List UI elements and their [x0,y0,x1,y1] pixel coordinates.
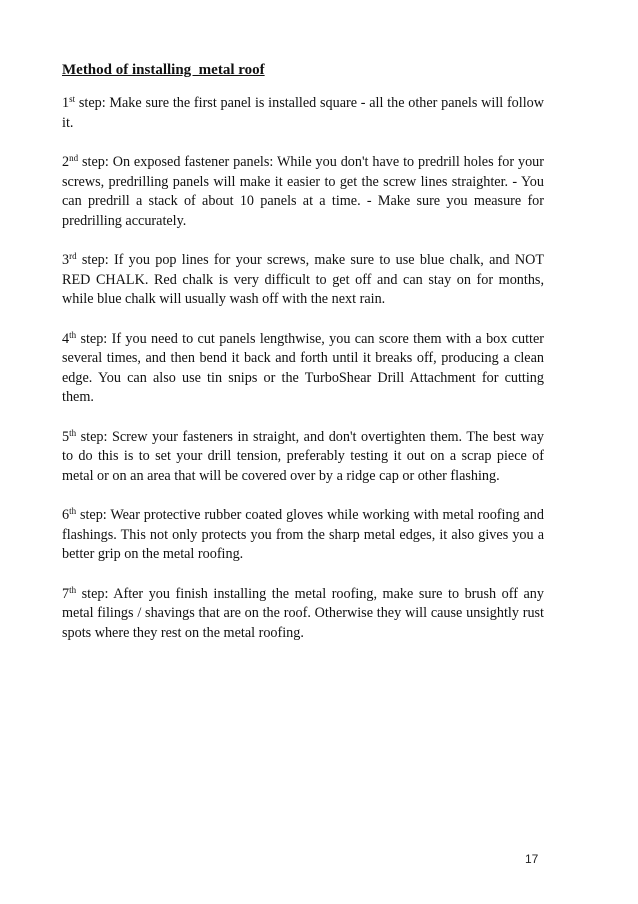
step-number: 5 [62,428,70,445]
ordinal-suffix: th [69,329,77,340]
step-paragraph [62,251,544,310]
step-paragraph [62,506,544,565]
step-text: step: On exposed fastener panels: While you don't have to predrill holes for your screws, predrilling panels will make it easier to get the screw lines straighter. - You can predrill a stack of about 10 panels at a time. - Make sure you measure for predrilling accurately. [62,154,544,229]
ordinal-suffix: th [69,506,77,516]
step-paragraph [62,94,544,133]
ordinal-suffix: st [69,94,76,104]
step-text: step: Wear protective rubber coated gloves while working with metal roofing and flashings. This not only protects you from the sharp metal edges, it also gives you a better grip on the metal roofing. [62,507,544,562]
step-number: 2 [62,154,70,170]
page-number: 17 [525,852,539,866]
step-number: 1 [62,95,70,111]
step-number: 7 [62,585,70,602]
step-number: 6 [62,507,70,523]
ordinal-suffix: th [69,427,77,438]
step-text: step: If you need to cut panels lengthwise, you can score them with a box cutter several times, and then bend it back and forth until it breaks off, producing a clean edge. You can also use tin snips or the TurboShear Drill Attachment for cutting them. [62,330,544,405]
steps-list [62,94,544,663]
step-paragraph [62,428,544,487]
ordinal-suffix: rd [69,251,77,261]
ordinal-suffix: nd [69,153,79,163]
ordinal-suffix: th [69,584,77,595]
step-text: step: Screw your fasteners in straight, and don't overtighten them. The best way to do this is to set your drill tension, preferably testing it out on a scrap piece of metal or on an area that will be covered over by a ridge cap or other flashing. [62,428,544,484]
step-number: 4 [62,330,70,347]
step-paragraph [62,585,544,644]
step-paragraph [62,330,544,408]
step-paragraph [62,153,544,231]
page-title: Method of installing metal roof [62,62,265,78]
step-number: 3 [62,252,70,268]
step-text: step: Make sure the first panel is installed square - all the other panels will follow it. [62,95,544,131]
step-text: step: After you finish installing the metal roofing, make sure to brush off any metal filings / shavings that are on the roof. Otherwise they will cause unsightly rust spots where they rest on the metal roofing. [62,585,544,641]
step-text: step: If you pop lines for your screws, make sure to use blue chalk, and NOT RED CHALK. Red chalk is very difficult to get off and can stay on for months, while blue chalk will usually wash off with the next rain. [62,252,544,307]
